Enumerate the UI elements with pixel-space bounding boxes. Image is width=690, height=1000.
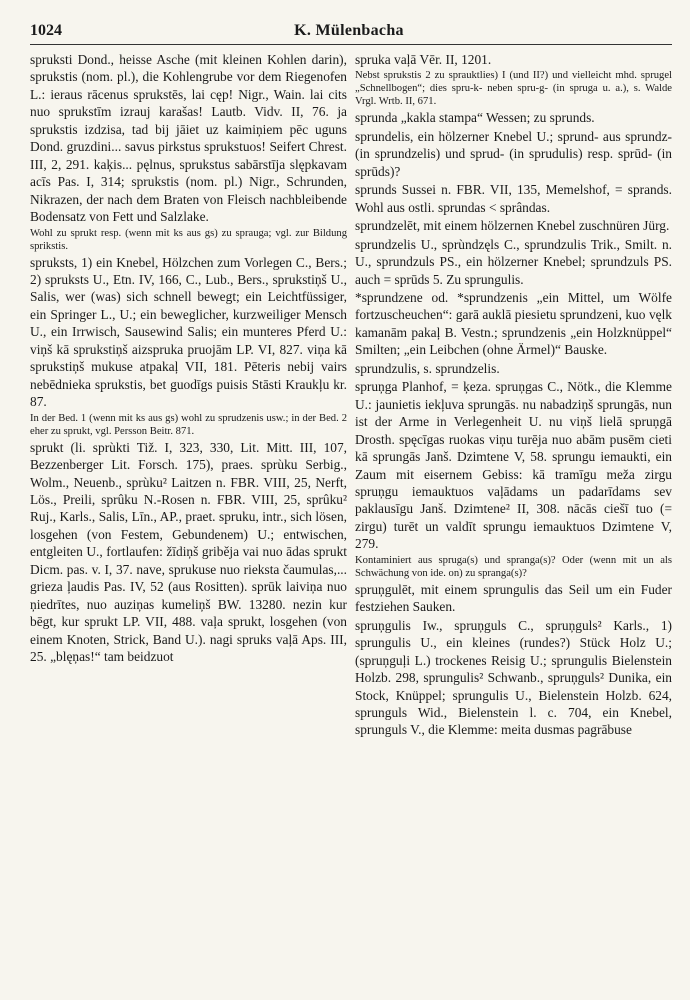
etymology-note: Nebst sprukstis 2 zu sprauktlies) I (und II?) und vielleicht mhd. sprugel „Schnellbogen“; dies spru-k- neben spru-g- (in spruga u. a.), s. Walde Vrgl. Wrtb. II, 671. xyxy=(355,70,672,108)
entry-paragraph: sprunds Sussei n. FBR. VII, 135, Memelshof, = sprands. Wohl aus ostli. sprundas < sprândas. xyxy=(355,182,672,215)
entry-paragraph: spruņga Planhof, = ķeza. spruņgas C., Nötk., die Klemme U.: jaunietis iekļuva sprungās. nu nabadziņš sprungās, nun ist der Arme in Verlegenheit U. nu viņš lielā spruņgā Drosth. spęcīgas ruokas viņu turēja nuo abām pusēm cieti kā sprungās Janš. Dzimtene V, 58. sprungu iemaukti, ein Zaum mit eisernem Gebiss: kā tramīgu meža zirgu spruņgu iemauktuos vaļādams un padarīdams sev paklausīgu Janš. Dzimtene² II, 308. nācās ciešī tuo (= zirgu) turēt un valdīt sprungu iemauktuos Dzimtene V, 279. xyxy=(355,379,672,552)
running-head: K. Mülenbacha xyxy=(294,22,404,39)
entry-paragraph: spruksti Dond., heisse Asche (mit kleinen Kohlen darin), sprukstis (nom. pl.), die Kohlengrube vor dem Riegenofen L.: ieraus rācenus sprukstēs, lai cęp! Nigr., Wain. lai cits nuo sprukstīm izrauj karašas! Lautb. Vidv. II, 76. ja sprukstis izdzisa, tad bij jāiet uz kaimiņiem pēc uguns Dond. gruzdini... savus pirkstus sprukstuos! Seifert Chrest. III, 2, 291. kaķis... pęlnus, sprukstus sabārstīja slępkavam acīs Pas. I, 314; sprukstis (nom. pl.) Nigr., Schrunden, Nikrazen, der nach dem Braten von Fleisch nachbleibende Bodensatz von Fett und Salzlake. xyxy=(30,52,347,225)
entry-paragraph: spruka vaļā Vēr. II, 1201. xyxy=(355,52,492,67)
entry-paragraph: sprundelis, ein hölzerner Knebel U.; sprund- aus sprundz- (in sprundzelis) und sprud- (in sprudulis) resp. sprūd- (in sprūds)? xyxy=(355,128,672,179)
etymology-note: In der Bed. 1 (wenn mit ks aus gs) wohl zu sprudzenis usw.; in der Bed. 2 eher zu sprukt, vgl. Persson Beitr. 871. xyxy=(30,412,347,437)
entry-paragraph: sprundzulis, s. sprundzelis. xyxy=(355,360,500,376)
entry-paragraph: spruksts, 1) ein Knebel, Hölzchen zum Vorlegen C., Bers.; 2) spruksts U., Etn. IV, 166, C., Lub., Bers., sprukstiņš U., Salis, wer (was) sich schnell bewegt; ein Leichtfüssiger, ein Springer L., U.; ein beweglicher, kurzweiliger Mensch U., ein Irrwisch, Sausewind Salis; ein munteres Pferd U.: viņš kā sprukstiņš aizspruka pruojām LP. VI, 827. viņa kā sprukstiņš mukuse atpakaļ VII, 181. Pēteris nebij vairs nebēdnieka sprukstis, bet guodīgs puisis Stāsti Kraukļu kr. 87. xyxy=(30,254,347,410)
entry-paragraph: sprundzelēt, mit einem hölzernen Knebel zuschnüren Jürg. xyxy=(355,218,670,234)
right-column xyxy=(355,51,672,739)
entry-paragraph: *sprundzene od. *sprundzenis „ein Mittel, um Wölfe fortzuscheuchen“: garā auklā piesietu sprundzeni, kuo vęlk kamanām pakaļ B. Vestn.; sprundzenis „ein Holzknüppel“ Smilten; „ein Leibchen (ohne Ärmel)“ Bauske. xyxy=(355,289,672,358)
two-column-body xyxy=(30,51,672,739)
entry-paragraph: sprukt (li. sprùkti Tiž. I, 323, 330, Lit. Mitt. III, 107, Bezzenberger Lit. Forsch. 175), praes. sprùku Serbig., Wolm., Neuenb., sprùku² Laitzen n. FBR. VIII, 25, Nerft, Lös., Preili, sprûku N.-Rosen n. FBR. VIII, 25, sprûku² Ruj., Karls., Salis, Līn., AP., praet. spruku, intr., sich lösen, losgehen (von Festem, Gebundenem) U.; entwischen, entgleiten U., fortlaufen: žīdiņš griběja vai nuo ādas sprukt Dicm. pas. v. I, 37. nave, sprukuse nuo riekstа čaumulas,... grieza ļaudis Pas. IV, 52 (aus Rositten). sprūk laiviņa nuo ņiedrītes, nuo auziņas kumeliņš BW. 13280. nezin kur bēgt, kur sprukt LP. VII, 488. vaļa sprukt, losgehen (von einem Knoten, Strick, Band U.). nagi spruks vaļā Aps. III, 25. „blęņas!“ tam beidzuot xyxy=(30,439,347,665)
entry-paragraph: sprunda „kakla stampa“ Wessen; zu sprunds. xyxy=(355,110,595,126)
left-column xyxy=(30,51,347,739)
page-header xyxy=(30,22,672,45)
entry-paragraph: spruņgulēt, mit einem sprungulis das Seil um ein Fuder festziehen Sauken. xyxy=(355,581,672,615)
entry-paragraph: sprundzelis U., sprùndzęls C., sprundzulis Trik., Smilt. n. U., sprundzuls PS., ein hölzerner Knebel; sprundzuls PS. auch = sprūds 5. Zu sprungulis. xyxy=(355,236,672,287)
etymology-note: Wohl zu sprukt resp. (wenn mit ks aus gs) zu sprauga; vgl. zur Bildung sprikstis. xyxy=(30,227,347,252)
entry-paragraph: spruņgulis Iw., spruņguls C., spruņguls² Karls., 1) sprungulis U., ein kleines (rundes?) Stück Holz U.; (spruņguļi L.) trockenes Reisig U.; sprungulis Bielenstein Holzb. 298, sprungulis² Schwanb., spruņguls² Dunika, ein Stock, Knüppel; sprungulis U., Bielenstein Holzb. 624, sprunguls Wid., Bielenstein l. c. 704, ein Knebel, sprunguls V., die Klemme: meita dusmas pagrābuse xyxy=(355,617,672,738)
page-number: 1024 xyxy=(30,22,62,39)
etymology-note: Kontaminiert aus spruga(s) und spranga(s)? Oder (wenn mit un als Schwächung von ide. on) zu spranga(s)? xyxy=(355,554,672,579)
